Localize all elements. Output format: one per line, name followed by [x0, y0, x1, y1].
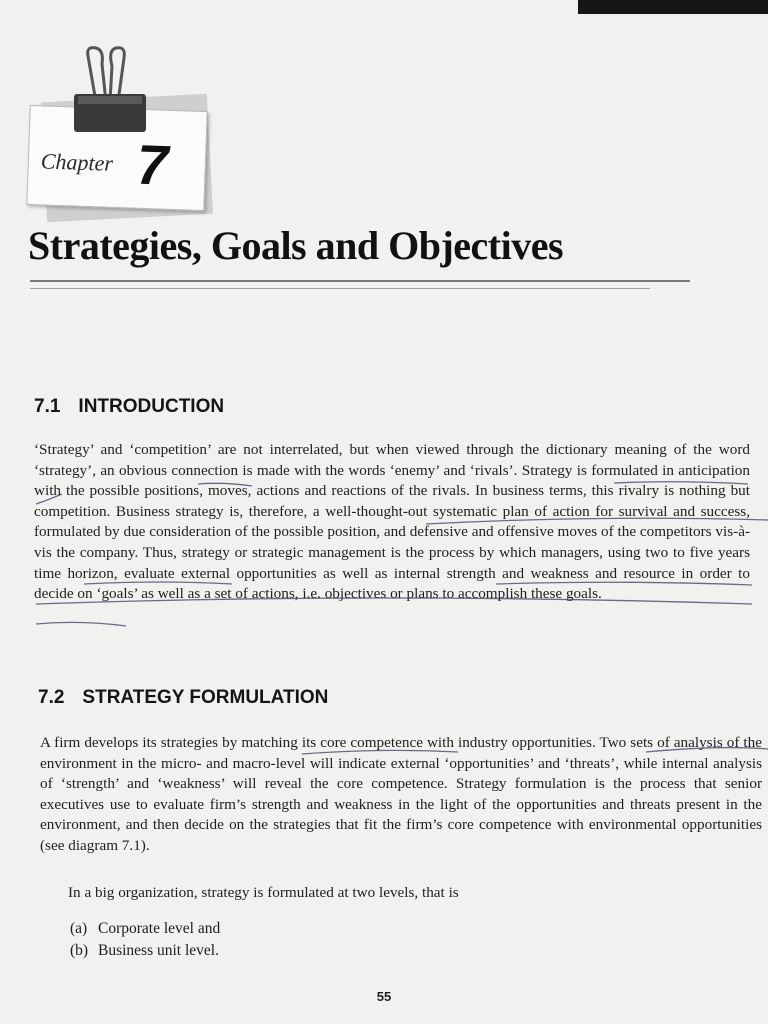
section-title: INTRODUCTION	[78, 396, 225, 417]
background-edge	[578, 0, 768, 14]
levels-list	[70, 918, 220, 962]
list-item	[70, 940, 220, 962]
section-title: STRATEGY FORMULATION	[82, 687, 329, 708]
strategy-formulation-paragraph: A firm develops its strategies by matching its core competence with industry opportunities. Two sets of analysis of the environment in the micro- and macro-level will indicate external ‘opportunities’ and ‘threats’, while internal analysis of ‘strength’ and ‘weakness’ will reveal the core competence. Strategy formulation is the process that senior executives use to evaluate firm’s strength and weakness in the light of the opportunities and threats present in the environment, and then decide on the strategies that fit the firm’s core competence with environmental opportunities (see diagram 7.1).	[40, 734, 762, 854]
introduction-paragraph: ‘Strategy’ and ‘competition’ are not interrelated, but when viewed through the dictionary meaning of the word ‘strategy’, an obvious connection is made with the words ‘enemy’ and ‘rivals’. Strategy is formulated in anticipation with the possible positions, moves, actions and reactions of the rivals. In business terms, this rivalry is nothing but competition. Business strategy is, therefore, a well-thought-out systematic plan of action for survival and success, formulated by due consideration of the possible position, and defensive and offensive moves of the competitors vis-à-vis the company. Thus, strategy or strategic management is the process by which managers, using two to five years time horizon, evaluate external opportunities as well as internal strength and weakness and resource in order to decide on ‘goals’ as well as a set of actions, i.e. objectives or plans to accomplish these goals.	[34, 441, 750, 603]
list-item-text: Corporate level and	[98, 920, 221, 937]
list-marker: (a)	[70, 920, 88, 937]
title-rule-thin	[30, 288, 650, 289]
section-heading-introduction	[34, 396, 224, 418]
list-item-text: Business unit level.	[98, 942, 219, 959]
page-number: 55	[376, 989, 392, 1004]
chapter-label: Chapter	[40, 148, 114, 176]
list-marker: (b)	[70, 942, 89, 959]
chapter-number: 7	[135, 132, 170, 197]
binder-clip-icon	[66, 44, 156, 140]
levels-intro-paragraph: In a big organization, strategy is formulated at two levels, that is	[68, 884, 459, 901]
list-item	[70, 918, 220, 940]
section-heading-strategy-formulation	[38, 687, 328, 709]
section-number: 7.2	[38, 687, 65, 708]
chapter-title: Strategies, Goals and Objectives	[28, 223, 564, 268]
section-number: 7.1	[34, 396, 61, 417]
title-rule	[30, 280, 690, 282]
